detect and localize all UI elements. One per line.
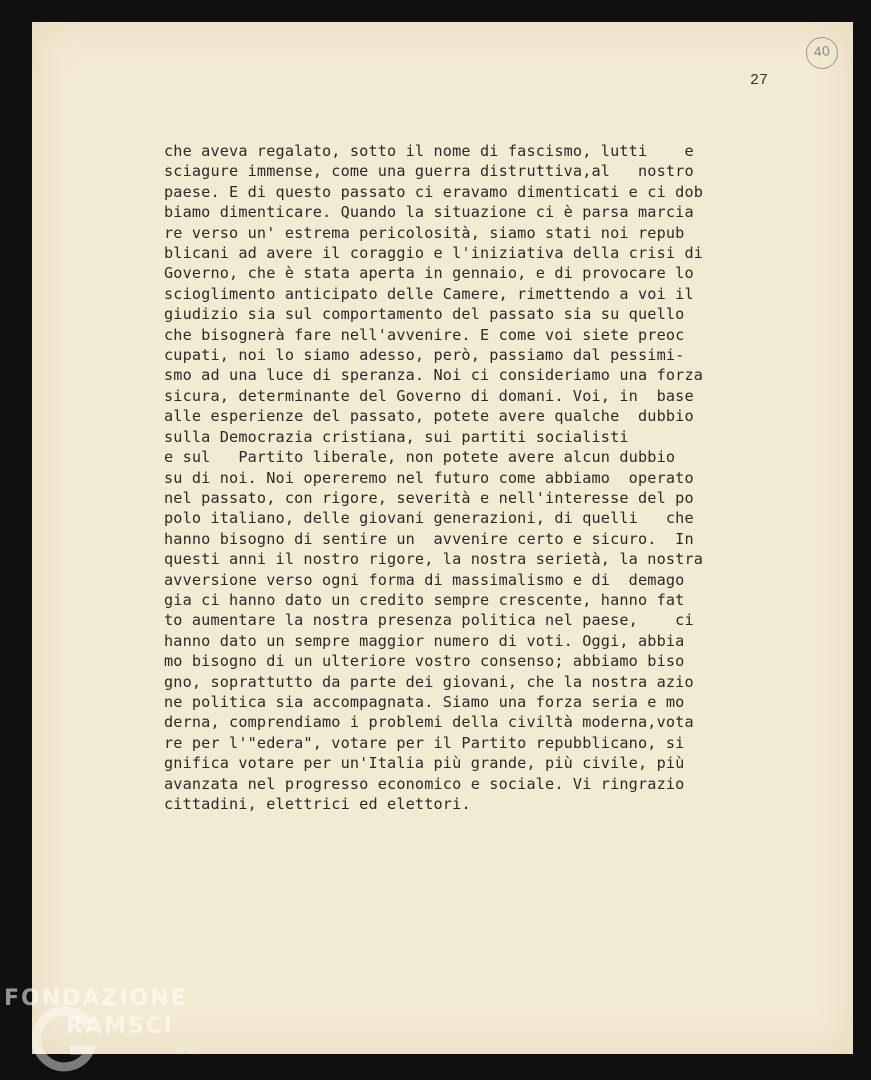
text-line: questi anni il nostro rigore, la nostra serietà, la nostra: [164, 550, 704, 569]
text-line: avanzata nel progresso economico e sociale. Vi ringrazio: [164, 774, 685, 793]
fondazione-gramsci-watermark: [4, 984, 234, 1076]
text-line: sciagure immense, come una guerra distruttiva,al nostro: [164, 162, 694, 181]
text-line: scioglimento anticipato delle Camere, rimettendo a voi il: [164, 284, 694, 303]
text-line: su di noi. Noi opereremo nel futuro come abbiamo operato: [164, 468, 694, 487]
text-line: paese. E di questo passato ci eravamo dimenticati e ci dob: [164, 182, 704, 201]
text-line: cupati, noi lo siamo adesso, però, passiamo dal pessimi-: [164, 346, 685, 365]
text-line: smo ad una luce di speranza. Noi ci consideriamo una forza: [164, 366, 704, 385]
text-line: Governo, che è stata aperta in gennaio, e di provocare lo: [164, 264, 694, 283]
text-line: e sul Partito liberale, non potete avere alcun dubbio: [164, 448, 676, 467]
text-line: cittadini, elettrici ed elettori.: [164, 795, 471, 813]
text-line: nel passato, con rigore, severità e nell'interesse del po: [164, 488, 694, 507]
text-line: derna, comprendiamo i problemi della civiltà moderna,vota: [164, 713, 694, 732]
document-page: [32, 22, 853, 1054]
text-line: to aumentare la nostra presenza politica nel paese, ci: [164, 611, 694, 630]
text-line: ne politica sia accompagnata. Siamo una forza seria e mo: [164, 692, 685, 711]
text-line: sicura, determinante del Governo di domani. Voi, in base: [164, 386, 694, 405]
text-line: gno, soprattutto da parte dei giovani, che la nostra azio: [164, 672, 694, 691]
text-line: avversione verso ogni forma di massimalismo e di demago: [164, 570, 685, 589]
text-line: che bisognerà fare nell'avvenire. E come voi siete preoc: [164, 325, 685, 344]
text-line: hanno dato un sempre maggior numero di voti. Oggi, abbia: [164, 631, 685, 650]
text-line: alle esperienze del passato, potete avere qualche dubbio: [164, 407, 694, 426]
watermark-onlus: onlus: [176, 1046, 201, 1056]
text-line: gnifica votare per un'Italia più grande, più civile, più: [164, 754, 685, 773]
text-line: gia ci hanno dato un credito sempre crescente, hanno fat: [164, 590, 685, 609]
typed-text-body: [164, 141, 804, 814]
text-line: biamo dimenticare. Quando la situazione ci è parsa marcia: [164, 203, 694, 222]
text-line: blicani ad avere il coraggio e l'iniziativa della crisi di: [164, 244, 704, 263]
text-line: mo bisogno di un ulteriore vostro consenso; abbiamo biso: [164, 652, 685, 671]
archive-stamp: 40: [804, 35, 839, 70]
watermark-subtitle: RAMSCI: [66, 1014, 175, 1039]
text-line: che aveva regalato, sotto il nome di fascismo, lutti e: [164, 142, 694, 160]
text-line: giudizio sia sul comportamento del passato sia su quello: [164, 305, 685, 324]
text-line: sulla Democrazia cristiana, sui partiti socialisti: [164, 427, 629, 446]
text-line: re per l'"edera", votare per il Partito repubblicano, si: [164, 733, 685, 752]
text-line: re verso un' estrema pericolosità, siamo stati noi repub: [164, 223, 685, 242]
text-line: hanno bisogno di sentire un avvenire certo e sicuro. In: [164, 529, 694, 548]
text-line: polo italiano, delle giovani generazioni, di quelli che: [164, 509, 694, 528]
watermark-title: FONDAZIONE: [4, 986, 188, 1011]
page-number: 27: [750, 72, 769, 89]
